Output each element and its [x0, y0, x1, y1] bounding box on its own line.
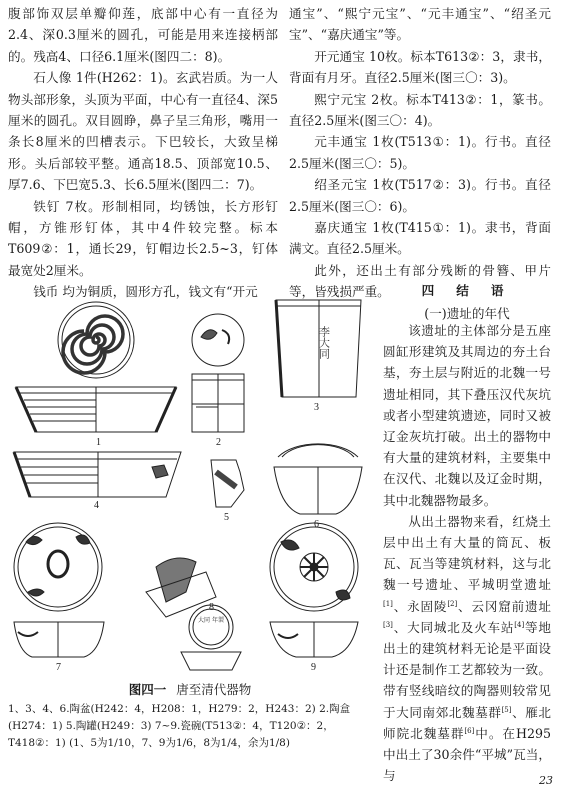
figure-label-5: 5	[224, 512, 229, 523]
artifact-9	[270, 523, 358, 657]
figure-artifacts	[6, 292, 376, 674]
artifact-6	[274, 444, 362, 514]
figure-label-1: 1	[96, 437, 101, 448]
page-number: 23	[539, 774, 553, 787]
figure-label-2: 2	[216, 437, 221, 448]
paragraph: 钱币 均为铜质，圆形方孔，钱文有“开元	[33, 284, 258, 300]
footnote-ref[interactable]: [5]	[501, 705, 512, 714]
paragraph: 此外，还出土有部分残断的骨簪、甲片等，皆残损严重。	[289, 262, 551, 300]
paragraph: 元丰通宝 1枚(T513①：1)。行书。直径2.5厘米(图三〇：5)。	[289, 134, 551, 171]
section-heading-block	[383, 276, 551, 325]
footnote-ref[interactable]: [4]	[514, 620, 525, 629]
inscription-8: 大同 年製	[198, 617, 224, 624]
artifact-2	[192, 314, 244, 432]
caption-subtitle: 唐至清代器物	[176, 682, 252, 697]
figure-label-9: 9	[311, 662, 316, 673]
paragraph: 绍圣元宝 1枚(T517②：3)。行书。直径2.5厘米(图三〇：6)。	[289, 177, 551, 214]
right-column-top	[289, 3, 551, 303]
figure-label-6: 6	[314, 519, 319, 530]
paragraph: 开元通宝 10枚。标本T613②：3，隶书，背面有月牙。直径2.5厘米(图三〇：3)。	[289, 48, 551, 86]
section-title: 四 结 语	[421, 283, 513, 298]
subsection-title: (一)遗址的年代	[424, 306, 510, 322]
artifact-7	[14, 523, 104, 657]
artifact-8	[146, 558, 241, 670]
left-column	[8, 3, 278, 303]
paragraph: 该遗址的主体部分是五座圆缸形建筑及其周边的夯土台基，夯土层与附近的北魏一号遗址相同，其下叠压汉代灰坑或者小型建筑遗迹，同时又被辽金灰坑打破。出土的器物中有大量的建筑材料，主要集中在汉代、北魏以及辽金时期，其中北魏器物最多。	[383, 323, 551, 508]
footnote-ref[interactable]: [1]	[383, 599, 393, 608]
inscription-3: 李大同	[317, 326, 331, 359]
right-column-bottom	[383, 320, 551, 786]
paragraph: 石人像 1件(H262：1)。玄武岩质。为一人物头部形象，头顶为平面，中心有一直径4、深5厘米的圆孔。双目圆睁，鼻子呈三角形，嘴用一条长8厘米的凹槽表示。下巴较长，大致呈梯形。头后部较平整。通高18.5、顶部宽10.5、厚7.6、下巴宽5.3、长6.5厘米(图四二：7)。	[8, 70, 278, 193]
paragraph: 嘉庆通宝 1枚(T415①：1)。隶书，背面满文。直径2.5厘米。	[289, 220, 551, 257]
figure-label-7: 7	[56, 662, 61, 673]
artifact-1	[16, 302, 176, 432]
artifact-5	[152, 460, 244, 507]
figure-label-3: 3	[314, 402, 319, 413]
footnote-ref[interactable]: [3]	[383, 620, 393, 629]
footnote-ref[interactable]: [2]	[447, 599, 458, 608]
artifact-drawings	[6, 292, 376, 674]
footnote-ref[interactable]: [6]	[464, 726, 475, 735]
paragraph: 腹部饰双层单瓣仰莲，底部中心有一直径为2.4、深0.3厘米的圆孔，可能是用来连接柄部的。残高4、口径6.1厘米(图四二：8)。	[8, 6, 278, 64]
paragraph: 熙宁元宝 2枚。标本T413②：1，篆书。直径2.5厘米(图三〇：4)。	[289, 91, 551, 129]
figure-caption-text: 1、3、4、6.陶盆(H242：4，H208：1，H279：2，H243：2) 2.陶盒(H274：1) 5.陶罐(H249：3) 7~9.瓷碗(T513②：4，T120②：2，T418②：1) (1、5为1/10，7、9为1/6，8为1/4，余为1/8)	[8, 703, 351, 749]
caption-title: 图四一	[128, 682, 167, 697]
paragraph-references: 从出土器物来看，红烧土层中出土有大量的筒瓦、板瓦、瓦当等建筑材料，这与北魏一号遗址、平城明堂遗址[1]、永固陵[2]、云冈窟前遗址[3]、大同城北及火车站[4]等地出土的建筑材料无论是平面设计还是制作工艺都较为一致。带有竖线暗纹的陶器则较常见于大同南郊北魏墓群[5]、雁北师院北魏墓群[6]中。在H295中出土了30余件“平城”瓦当，与	[383, 513, 552, 784]
figure-caption-title	[0, 680, 380, 698]
figure-label-8: 8	[209, 602, 214, 613]
paragraph: 铁钉 7枚。形制相同，均锈蚀，长方形钉帽，方锥形钉体，其中4件较完整。标本T609②：1，通长29，钉帽边长2.5~3，钉体最宽处2厘米。	[8, 198, 278, 278]
figure-label-4: 4	[94, 500, 99, 511]
paragraph: 通宝”、“熙宁元宝”、“元丰通宝”、“绍圣元宝”、“嘉庆通宝”等。	[289, 6, 551, 43]
